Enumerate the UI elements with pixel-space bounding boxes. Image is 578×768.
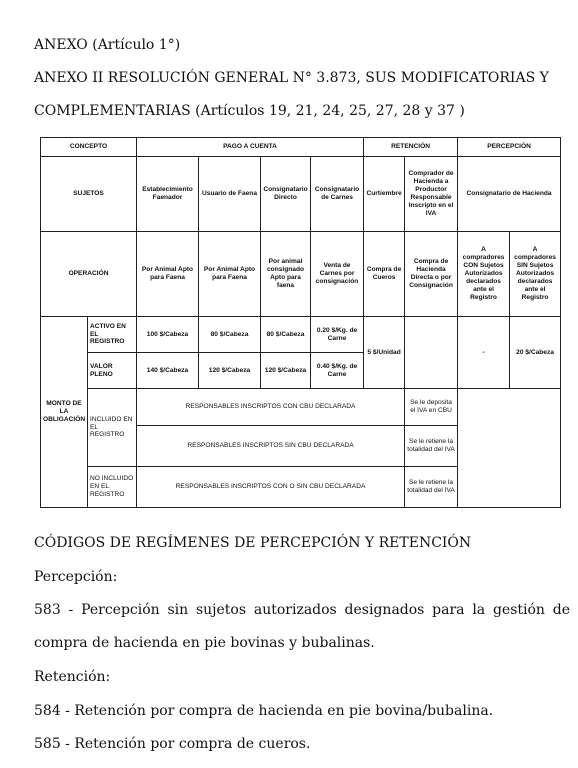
sujeto-cell: Consignatario de Carnes	[311, 157, 364, 232]
resolution-title-line1: ANEXO II RESOLUCIÓN GENERAL N° 3.873, SUS MODIFICATORIAS Y	[34, 70, 549, 86]
percepcion-sin-amount: 20 $/Cabeza	[510, 317, 561, 389]
activo-label: ACTIVO EN EL REGISTRO	[88, 317, 137, 353]
sujeto-cell: Comprador de Hacienda a Productor Responsable Inscripto en el IVA	[405, 157, 458, 232]
percepcion-empty	[458, 389, 561, 508]
code-585: 585 - Retención por compra de cueros.	[34, 736, 311, 752]
sujeto-cell: Usuario de Faena	[199, 157, 261, 232]
amount-cell: 0.40 $/Kg. de Carne	[311, 353, 364, 389]
operacion-label: OPERACIÓN	[41, 232, 137, 317]
resolution-title-line2: COMPLEMENTARIAS (Artículos 19, 21, 24, 25, 27, 28 y 37 )	[34, 103, 465, 119]
operacion-cell: Compra de Cueros	[364, 232, 405, 317]
operacion-cell: Venta de Carnes por consignación	[311, 232, 364, 317]
operacion-cell: Por Animal Apto para Faena	[137, 232, 199, 317]
incluido-label: INCLUIDO EN EL REGISTRO	[88, 389, 137, 467]
incluido-con-cbu-note: Se le deposita el IVA en CBU	[405, 389, 458, 426]
header-retencion: RETENCIÓN	[364, 138, 458, 157]
sujeto-cell: Consignatario Directo	[261, 157, 311, 232]
monto-label: MONTO DE LA OBLIGACIÓN	[41, 317, 88, 508]
codes-title: CÓDIGOS DE REGÍMENES DE PERCEPCIÓN Y RETENCIÓN	[34, 535, 472, 551]
sujetos-label: SUJETOS	[41, 157, 137, 232]
sujeto-cell: Establecimiento Faenador	[137, 157, 199, 232]
amount-cell: 80 $/Cabeza	[261, 317, 311, 353]
amount-cell: 100 $/Cabeza	[137, 317, 199, 353]
header-percepcion: PERCEPCIÓN	[458, 138, 561, 157]
operacion-cell: Por Animal Apto para Faena	[199, 232, 261, 317]
operacion-cell: Por animal consignado Apto para faena	[261, 232, 311, 317]
incluido-sin-cbu-note: Se le retiene la totalidad del IVA	[405, 426, 458, 467]
sujeto-cell: Consignatario de Hacienda	[458, 157, 561, 232]
no-incluido-note: Se le retiene la totalidad del IVA	[405, 467, 458, 508]
operacion-cell: Compra de Hacienda Directa o por Consignación	[405, 232, 458, 317]
incluido-con-cbu: RESPONSABLES INSCRIPTOS CON CBU DECLARADA	[137, 389, 405, 426]
operacion-cell: A compradores CON Sujetos Autorizados declarados ante el Registro	[458, 232, 510, 317]
percepcion-con-amount: -	[458, 317, 510, 389]
code-583-line1: 583 - Percepción sin sujetos autorizados designados para la gestión de	[34, 602, 570, 618]
comprador-amount-empty	[405, 317, 458, 389]
amount-cell: 120 $/Cabeza	[199, 353, 261, 389]
no-incluido-text: RESPONSABLES INSCRIPTOS CON O SIN CBU DECLARADA	[137, 467, 405, 508]
amount-cell: 0.20 $/Kg. de Carne	[311, 317, 364, 353]
annex-heading: ANEXO (Artículo 1°)	[34, 37, 181, 53]
amount-cell: 120 $/Cabeza	[261, 353, 311, 389]
regimes-table	[40, 137, 561, 508]
curtiembre-amount: 5 $/Unidad	[364, 317, 405, 389]
percepcion-label: Percepción:	[34, 569, 118, 585]
amount-cell: 140 $/Cabeza	[137, 353, 199, 389]
no-incluido-label: NO INCLUIDO EN EL REGISTRO	[88, 467, 137, 508]
code-583-line2: compra de hacienda en pie bovinas y bubalinas.	[34, 635, 375, 651]
valor-pleno-label: VALOR PLENO	[88, 353, 137, 389]
code-584: 584 - Retención por compra de hacienda en pie bovina/bubalina.	[34, 703, 494, 719]
retencion-label: Retención:	[34, 669, 111, 685]
amount-cell: 80 $/Cabeza	[199, 317, 261, 353]
sujeto-cell: Curtiembre	[364, 157, 405, 232]
incluido-sin-cbu: RESPONSABLES INSCRIPTOS SIN CBU DECLARADA	[137, 426, 405, 467]
header-concepto: CONCEPTO	[41, 138, 137, 157]
operacion-cell: A compradores SIN Sujetos Autorizados declarados ante el Registro	[510, 232, 561, 317]
header-pago-a-cuenta: PAGO A CUENTA	[137, 138, 364, 157]
